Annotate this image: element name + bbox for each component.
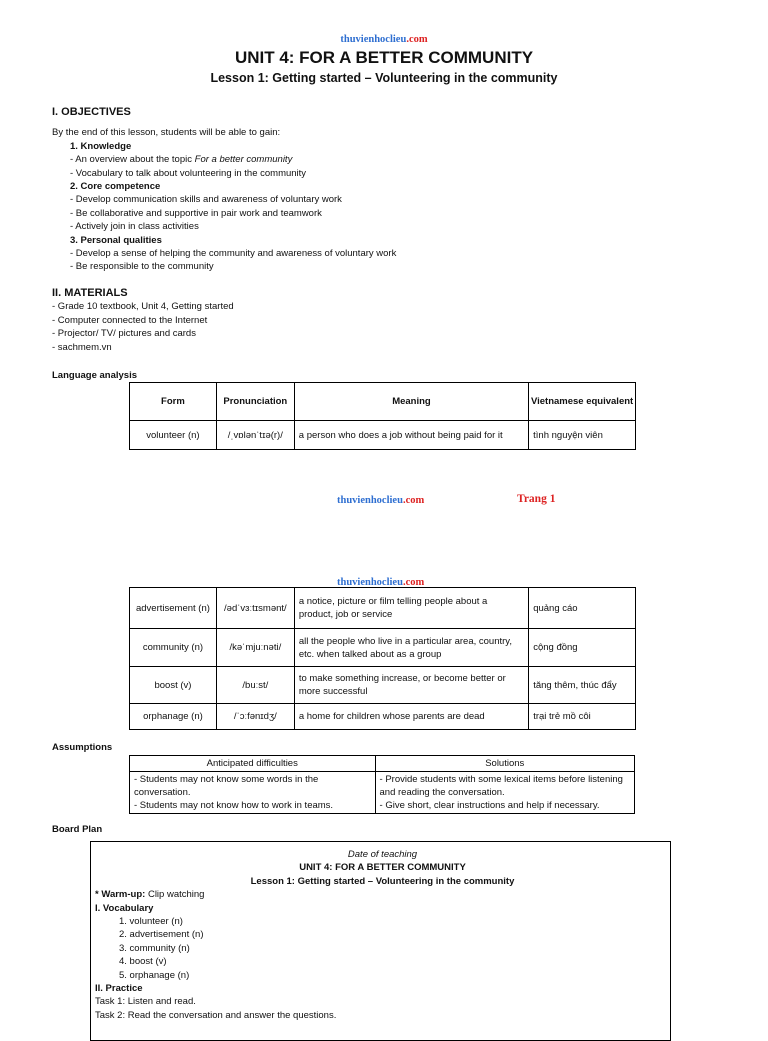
knowledge-topic: For a better community: [194, 154, 293, 166]
language-analysis-table-continued: [129, 587, 636, 730]
col-header-form: Form: [130, 383, 217, 421]
board-date: Date of teaching: [347, 849, 418, 860]
cell-pronunciation: /ˈɔːfənɪdʒ/: [216, 704, 294, 730]
difficulty-item: - Students may not know some words in the conversation.: [134, 774, 319, 798]
board-vocab-heading: I. Vocabulary: [95, 902, 154, 914]
knowledge-item: - Vocabulary to talk about volunteering in the community: [70, 167, 307, 179]
personal-item: - Be responsible to the community: [70, 261, 214, 273]
cell-form: advertisement (n): [130, 588, 217, 629]
page-number: Trang 1: [517, 493, 556, 505]
knowledge-item-prefix: - An overview about the topic: [70, 154, 195, 166]
col-header-difficulties: Anticipated difficulties: [130, 756, 376, 772]
board-task: Task 2: Read the conversation and answer the questions.: [95, 1009, 337, 1021]
core-item: - Be collaborative and supportive in pair work and teamwork: [70, 207, 322, 219]
cell-pronunciation: /buːst/: [216, 667, 294, 704]
assumptions-label: Assumptions: [52, 742, 113, 753]
objectives-section: [52, 106, 732, 274]
site-domain: .com: [402, 495, 425, 506]
cell-meaning: all the people who live in a particular area, country, etc. when talked about as a group: [294, 629, 528, 667]
core-item: - Develop communication skills and awareness of voluntary work: [70, 194, 342, 206]
cell-pronunciation: /ˌvɒlənˈtɪə(r)/: [216, 421, 294, 450]
site-watermark-footer: [337, 494, 424, 507]
cell-vietnamese: tăng thêm, thúc đẩy: [529, 667, 636, 704]
cell-vietnamese: trại trẻ mồ côi: [529, 704, 636, 730]
col-header-solutions: Solutions: [375, 756, 634, 772]
col-header-vietnamese: Vietnamese equivalent: [529, 383, 636, 421]
table-header-row: [130, 756, 635, 772]
language-analysis-label: Language analysis: [52, 370, 138, 381]
board-task: Task 1: Listen and read.: [95, 996, 196, 1008]
table-row: [130, 704, 636, 730]
solution-item: - Give short, clear instructions and help if necessary.: [379, 800, 600, 811]
cell-form: community (n): [130, 629, 217, 667]
col-header-meaning: Meaning: [294, 383, 528, 421]
table-row: [130, 629, 636, 667]
cell-form: volunteer (n): [130, 421, 217, 450]
site-watermark-top: [0, 33, 768, 46]
core-item: - Actively join in class activities: [70, 221, 199, 233]
board-warmup: [95, 888, 670, 901]
knowledge-item: [52, 153, 732, 166]
board-subtitle: Lesson 1: Getting started – Volunteering in the community: [250, 875, 515, 887]
col-header-pronunciation: Pronunciation: [216, 383, 294, 421]
core-heading: 2. Core competence: [70, 181, 161, 193]
solution-item: - Provide students with some lexical items before listening and reading the conversation.: [379, 774, 623, 798]
materials-item: - sachmem.vn: [52, 341, 112, 353]
cell-vietnamese: quảng cáo: [529, 588, 636, 629]
knowledge-heading: 1. Knowledge: [70, 140, 132, 152]
cell-meaning: to make something increase, or become better or more successful: [294, 667, 528, 704]
board-vocab-item: 5. orphanage (n): [119, 969, 190, 981]
cell-solutions: [375, 772, 634, 814]
board-plan-label: Board Plan: [52, 824, 103, 835]
site-name: thuvienhoclieu: [340, 34, 407, 45]
cell-vietnamese: tình nguyện viên: [529, 421, 636, 450]
cell-vietnamese: cộng đồng: [529, 629, 636, 667]
difficulty-item: - Students may not know how to work in teams.: [134, 800, 334, 811]
cell-difficulties: [130, 772, 376, 814]
site-domain: .com: [406, 34, 428, 45]
cell-form: orphanage (n): [130, 704, 217, 730]
materials-section: [52, 287, 732, 354]
board-vocab-item: 1. volunteer (n): [119, 916, 183, 928]
site-name: thuvienhoclieu: [337, 577, 403, 588]
board-vocab-item: 4. boost (v): [119, 956, 167, 968]
cell-pronunciation: /ədˈvɜːtɪsmənt/: [216, 588, 294, 629]
site-name: thuvienhoclieu: [337, 495, 403, 506]
table-row: [130, 421, 636, 450]
cell-meaning: a person who does a job without being paid for it: [294, 421, 528, 450]
board-title: UNIT 4: FOR A BETTER COMMUNITY: [299, 862, 466, 874]
page-subtitle: Lesson 1: Getting started – Volunteering in the community: [210, 71, 558, 85]
table-row: [130, 667, 636, 704]
materials-heading: II. MATERIALS: [52, 287, 128, 299]
objectives-heading: I. OBJECTIVES: [52, 106, 131, 118]
personal-heading: 3. Personal qualities: [70, 234, 162, 246]
site-domain: .com: [402, 577, 425, 588]
table-header-row: [130, 383, 636, 421]
materials-item: - Computer connected to the Internet: [52, 314, 208, 326]
warmup-text: Clip watching: [145, 889, 205, 901]
cell-pronunciation: /kəˈmjuːnəti/: [216, 629, 294, 667]
personal-item: - Develop a sense of helping the community and awareness of voluntary work: [70, 248, 397, 260]
page-title: UNIT 4: FOR A BETTER COMMUNITY: [234, 48, 534, 67]
table-row: [130, 588, 636, 629]
language-analysis-table: [129, 382, 636, 450]
cell-meaning: a home for children whose parents are dead: [294, 704, 528, 730]
cell-meaning: a notice, picture or film telling people about a product, job or service: [294, 588, 528, 629]
board-plan-box: [90, 841, 671, 1041]
objectives-intro: By the end of this lesson, students will be able to gain:: [52, 127, 281, 139]
table-row: [130, 772, 635, 814]
cell-form: boost (v): [130, 667, 217, 704]
board-practice-heading: II. Practice: [95, 983, 143, 995]
materials-item: - Grade 10 textbook, Unit 4, Getting started: [52, 301, 234, 313]
assumptions-table: [129, 755, 635, 814]
board-vocab-item: 2. advertisement (n): [119, 929, 204, 941]
warmup-label: * Warm-up:: [95, 889, 146, 901]
board-vocab-item: 3. community (n): [119, 942, 190, 954]
materials-item: - Projector/ TV/ pictures and cards: [52, 328, 196, 340]
